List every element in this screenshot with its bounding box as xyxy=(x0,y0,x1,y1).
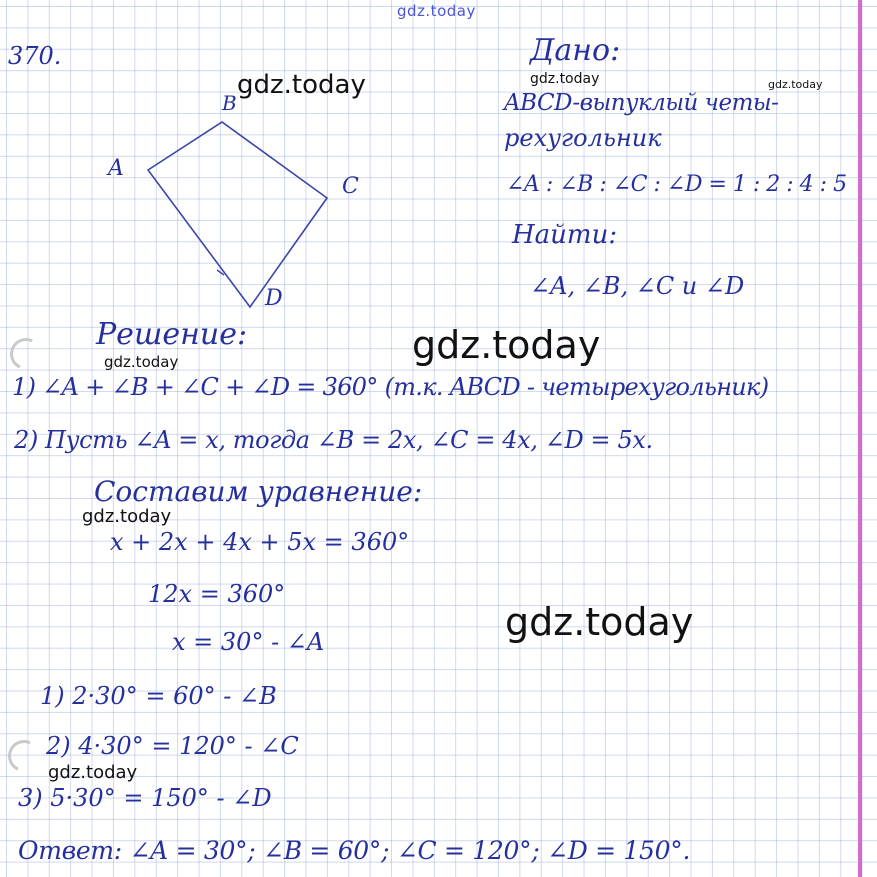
compose-equation: Составим уравнение: xyxy=(94,475,423,508)
vertex-label-c: C xyxy=(342,174,359,199)
watermark: gdz.today xyxy=(237,70,366,100)
watermark: gdz.today xyxy=(104,353,179,371)
solution-step-2: 2) Пусть ∠A = x, тогда ∠B = 2x, ∠C = 4x, ∠D = 5x. xyxy=(14,426,653,454)
result-c: 2) 4·30° = 120° - ∠C xyxy=(46,732,299,760)
problem-number: 370. xyxy=(8,42,62,70)
given-ratio: ∠A : ∠B : ∠C : ∠D = 1 : 2 : 4 : 5 xyxy=(506,172,847,197)
watermark-top: gdz.today xyxy=(397,2,476,20)
find-line: ∠A, ∠B, ∠C и ∠D xyxy=(530,272,745,300)
result-b: 1) 2·30° = 60° - ∠B xyxy=(40,682,277,710)
vertex-label-b: B xyxy=(222,91,237,115)
vertex-label-a: A xyxy=(108,156,124,181)
watermark: gdz.today xyxy=(82,506,172,527)
watermark: gdz.today xyxy=(48,762,138,783)
answer-line: Ответ: ∠A = 30°; ∠B = 60°; ∠C = 120°; ∠D = 150°. xyxy=(18,836,691,865)
equation-3: x = 30° - ∠A xyxy=(172,628,325,656)
equation-2: 12x = 360° xyxy=(148,580,286,608)
watermark: gdz.today xyxy=(530,71,600,87)
solution-step-1: 1) ∠A + ∠B + ∠C + ∠D = 360° (т.к. ABCD - четырехугольник) xyxy=(12,373,769,401)
given-line-1: ABCD-выпуклый четы- xyxy=(504,90,779,116)
vertex-label-d: D xyxy=(265,286,283,311)
watermark: gdz.today xyxy=(505,600,694,644)
result-d: 3) 5·30° = 150° - ∠D xyxy=(18,784,272,812)
given-line-2: рехугольник xyxy=(504,124,662,152)
watermark: gdz.today xyxy=(768,78,823,91)
equation-1: x + 2x + 4x + 5x = 360° xyxy=(110,528,410,556)
given-heading: Дано: xyxy=(530,33,621,68)
find-heading: Найти: xyxy=(512,220,618,250)
solution-heading: Решение: xyxy=(96,317,248,352)
watermark: gdz.today xyxy=(412,323,601,367)
quadrilateral-abcd xyxy=(148,122,327,307)
